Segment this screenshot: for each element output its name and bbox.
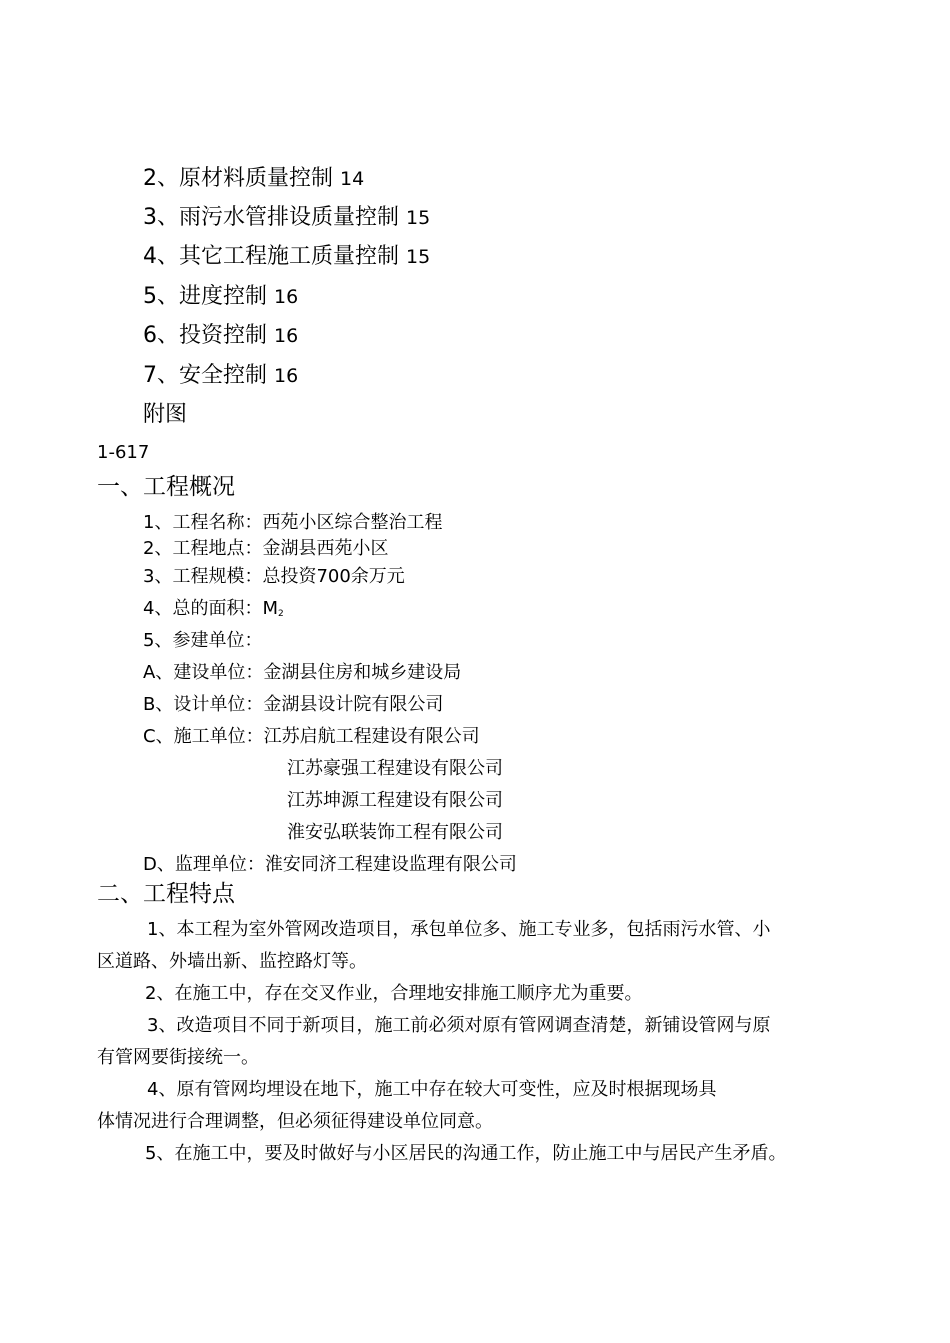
- section-heading: 二、工程特点: [97, 881, 235, 907]
- construction-unit-extra: 江苏豪强工程建设有限公司: [287, 758, 503, 779]
- toc-item: [143, 246, 430, 268]
- toc-item: [143, 365, 298, 387]
- feature-paragraph: 4、原有管网均埋设在地下，施工中存在较大可变性，应及时根据现场具: [147, 1079, 717, 1100]
- feature-paragraph-cont: 体情况进行合理调整，但必须征得建设单位同意。: [97, 1111, 493, 1132]
- toc-item-label: 6、投资控制: [143, 323, 267, 348]
- toc-item-label: 4、其它工程施工质量控制: [143, 244, 399, 269]
- supervision-unit: D、监理单位：淮安同济工程建设监理有限公司: [143, 854, 517, 875]
- toc-item-label: 3、雨污水管排设质量控制: [143, 205, 399, 230]
- construction-unit-extra: 江苏坤源工程建设有限公司: [287, 790, 503, 811]
- feature-paragraph-cont: 区道路、外墙出新、监控路灯等。: [97, 951, 367, 972]
- toc-item-page: 16: [274, 325, 299, 347]
- feature-paragraph: 1、本工程为室外管网改造项目，承包单位多、施工专业多，包括雨污水管、小: [147, 919, 771, 940]
- toc-item-page: 16: [274, 365, 299, 387]
- construction-unit: C、施工单位：江苏启航工程建设有限公司: [143, 726, 480, 747]
- feature-paragraph: 3、改造项目不同于新项目，施工前必须对原有管网调查清楚，新铺设管网与原: [147, 1015, 771, 1036]
- construction-unit-extra: 淮安弘联装饰工程有限公司: [287, 822, 503, 843]
- participants-label: 5、参建单位：: [143, 630, 263, 651]
- toc-item: [143, 207, 430, 229]
- design-unit: B、设计单位：金湖县设计院有限公司: [143, 694, 444, 715]
- section-heading: 一、工程概况: [97, 474, 235, 500]
- toc-item-label: 2、原材料质量控制: [143, 166, 333, 191]
- toc-appendix: 附图: [143, 402, 188, 427]
- toc-item-page: 14: [340, 168, 365, 190]
- feature-paragraph: 5、在施工中，要及时做好与小区居民的沟通工作，防止施工中与居民产生矛盾。: [145, 1143, 787, 1164]
- project-location: 2、工程地点：金湖县西苑小区: [143, 538, 389, 559]
- owner-unit: A、建设单位：金湖县住房和城乡建设局: [143, 662, 462, 683]
- feature-paragraph-cont: 有管网要街接统一。: [97, 1047, 259, 1068]
- project-area-label: 4、总的面积：M: [143, 598, 278, 619]
- toc-item-page: 16: [274, 286, 299, 308]
- toc-item: [143, 168, 364, 190]
- toc-appendix-page: 1-617: [97, 442, 150, 463]
- toc-item-page: 15: [406, 207, 431, 229]
- project-scale: 3、工程规模：总投资700余万元: [143, 566, 405, 587]
- project-area-unit-sub: 2: [277, 609, 284, 619]
- toc-item-label: 7、安全控制: [143, 363, 267, 388]
- project-name: 1、工程名称：西苑小区综合整治工程: [143, 512, 443, 533]
- toc-item-page: 15: [406, 246, 431, 268]
- feature-paragraph: 2、在施工中，存在交叉作业，合理地安排施工顺序尤为重要。: [145, 983, 643, 1004]
- toc-item: [143, 286, 298, 308]
- toc-item-label: 5、进度控制: [143, 284, 267, 309]
- toc-item: [143, 325, 298, 347]
- project-area: [143, 600, 284, 619]
